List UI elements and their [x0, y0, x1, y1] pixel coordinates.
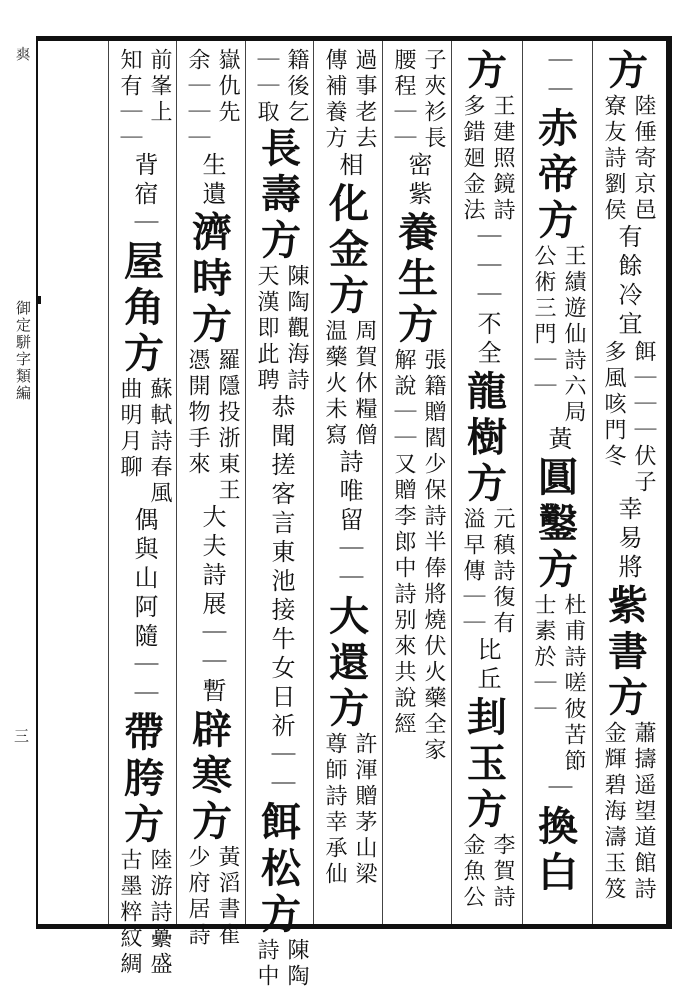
- headword-char: 長: [261, 125, 301, 172]
- headword-char: 時: [192, 255, 232, 302]
- annotation-line: 過事老去: [352, 48, 377, 152]
- headword-char: 屋: [124, 238, 164, 285]
- annotation-line: 詩中: [254, 938, 279, 990]
- annotation-line: 金輝碧海濤玉笈: [601, 721, 626, 903]
- annotation-line: 寮友詩劉侯: [601, 94, 626, 224]
- annotation-line: 陸游詩虆盛: [147, 848, 172, 978]
- annotation-line: 嶽仇先: [215, 48, 240, 126]
- headword-char: 白: [538, 849, 578, 896]
- annotation-line: 李賀詩: [490, 833, 515, 911]
- column-text: [112, 48, 176, 978]
- annotation-line: 蘇軾詩春風: [147, 377, 172, 507]
- annotation-line: 天漢即此聘: [254, 264, 279, 394]
- headword-char: 還: [329, 639, 369, 686]
- headword-char: 角: [124, 284, 164, 331]
- annotation-line: 知有｜｜: [117, 48, 142, 152]
- annotation-line: 古墨粹紋綢: [117, 848, 142, 978]
- annotation-line: 許渾贈茅山梁: [352, 732, 377, 888]
- annotation-line: 解說｜｜又贈李郎中詩别來共說經: [391, 348, 416, 738]
- main-text: ｜: [544, 775, 572, 804]
- headword-char: 樹: [467, 414, 507, 461]
- headword-char: 方: [608, 674, 648, 721]
- annotation-line: ｜｜取: [254, 48, 279, 126]
- annotation-line: 杜甫詩嗟彼苦節: [561, 593, 586, 775]
- annotation: [25, 377, 263, 507]
- headword-char: 方: [329, 685, 369, 732]
- headword-char: 方: [538, 197, 578, 244]
- headword-char: 書: [608, 628, 648, 675]
- main-text: 大夫詩展｜｜: [198, 504, 226, 678]
- annotation-line: 餌｜｜｜伏子: [631, 340, 656, 496]
- margin-top-char: 𤕤: [14, 46, 32, 61]
- annotation-line: 傳補養方: [322, 48, 347, 152]
- headword-char: 大: [329, 593, 369, 640]
- annotation-line: 陳陶觀海詩: [284, 264, 309, 394]
- headword-char: 方: [192, 301, 232, 348]
- headword-char: 帶: [124, 709, 164, 756]
- headword-char: 方: [261, 217, 301, 264]
- main-text: 幸易將: [614, 496, 642, 583]
- annotation-line: 張籍贈閻少保詩半俸將燒伏火藥全家: [421, 348, 446, 764]
- main-text: 比丘: [473, 637, 501, 695]
- annotation-line: 余｜｜｜: [185, 48, 210, 152]
- annotation-line: 前峯上: [147, 48, 172, 126]
- headword-char: 養: [398, 209, 438, 256]
- headword-char: 方: [467, 460, 507, 507]
- headword-char: 帝: [538, 151, 578, 198]
- annotation-line: 陸倕寄京邑: [631, 94, 656, 224]
- annotation-line: 子夾衫長: [421, 48, 446, 152]
- annotation-line: 羅隱投浙東王: [215, 348, 240, 504]
- headword-char: 方: [398, 301, 438, 348]
- annotation-line: 元稹詩復有: [490, 507, 515, 637]
- main-text: 相: [335, 152, 363, 181]
- headword-char: 餌: [261, 799, 301, 846]
- headword: [603, 48, 653, 94]
- annotation-line: 多錯廻金法: [460, 94, 485, 224]
- annotation-line: 黃滔書崔: [215, 845, 240, 949]
- annotation-line: 温藥火未寫: [322, 319, 347, 449]
- annotation-line: 金魚公: [460, 833, 485, 911]
- headword-char: 鑿: [538, 500, 578, 547]
- annotation: [51, 48, 237, 152]
- headword-char: 濟: [192, 209, 232, 256]
- annotation: [12, 848, 276, 978]
- headword-char: 刲: [467, 694, 507, 741]
- annotation-line: 王建照鏡詩: [490, 94, 515, 224]
- headword-char: 玉: [467, 740, 507, 787]
- main-text: 有餘冷宜: [614, 224, 642, 340]
- headword: [324, 594, 374, 732]
- headword-char: 圓: [538, 454, 578, 501]
- frame-top-border: [36, 36, 672, 41]
- annotation-line: 周賀休糧僧: [352, 319, 377, 449]
- margin-title: 御定駢字類編: [14, 300, 32, 402]
- main-text: 背宿｜: [130, 152, 158, 239]
- annotation-line: 王績遊仙詩六局: [561, 244, 586, 426]
- fishtail-mark: [38, 296, 41, 304]
- annotation-line: 尊師詩幸承仙: [322, 732, 347, 888]
- annotation-line: 多風咳門冬: [601, 340, 626, 470]
- annotation-line: 曲明月聊: [117, 377, 142, 481]
- annotation-line: 陳陶: [284, 938, 309, 990]
- annotation-line: 腰程｜｜: [391, 48, 416, 152]
- main-text: 恭聞搓客言東池接牛女日祈｜｜: [267, 394, 295, 800]
- annotation-line: 公術三門｜｜: [531, 244, 556, 400]
- headword-char: 方: [608, 47, 648, 94]
- headword-char: 辟: [192, 706, 232, 753]
- headword-char: 生: [398, 255, 438, 302]
- headword: [187, 210, 237, 348]
- main-text: 暫: [198, 678, 226, 707]
- headword-char: 方: [538, 546, 578, 593]
- headword-char: 壽: [261, 171, 301, 218]
- headword: [119, 239, 169, 377]
- annotation-line: 溢早傳｜｜: [460, 507, 485, 637]
- margin-page-number: 三: [12, 728, 30, 743]
- headword: [119, 710, 169, 848]
- annotation-line: 籍後乞: [284, 48, 309, 126]
- headword-char: 化: [329, 180, 369, 227]
- headword-char: 寒: [192, 752, 232, 799]
- headword-char: 方: [124, 801, 164, 848]
- headword-char: 松: [261, 845, 301, 892]
- main-text: 黃: [544, 426, 572, 455]
- headword-char: 方: [124, 330, 164, 377]
- headword-char: 換: [538, 803, 578, 850]
- main-text: ｜｜｜不全: [473, 224, 501, 369]
- headword-char: 龍: [467, 368, 507, 415]
- text-column: [112, 48, 176, 978]
- headword-char: 胯: [124, 755, 164, 802]
- headword-char: 方: [467, 786, 507, 833]
- headword-char: 赤: [538, 105, 578, 152]
- main-text: ｜｜: [544, 48, 572, 106]
- annotation-line: 蕭擣遥望道館詩: [631, 721, 656, 903]
- headword-char: 方: [467, 47, 507, 94]
- annotation-line: 士素於｜｜: [531, 593, 556, 723]
- headword-char: 方: [192, 798, 232, 845]
- headword-char: 方: [261, 891, 301, 938]
- annotation-line: 憑開物手來: [185, 348, 210, 478]
- main-text: 偶與山阿隨｜｜: [130, 507, 158, 710]
- headword-char: 金: [329, 226, 369, 273]
- main-text: 密紫: [404, 152, 432, 210]
- headword-char: 方: [329, 272, 369, 319]
- headword: [187, 707, 237, 845]
- main-text: 生遺: [198, 152, 226, 210]
- main-text: 詩唯留｜｜: [335, 449, 363, 594]
- headword-char: 紫: [608, 582, 648, 629]
- annotation-line: 少府居詩: [185, 845, 210, 949]
